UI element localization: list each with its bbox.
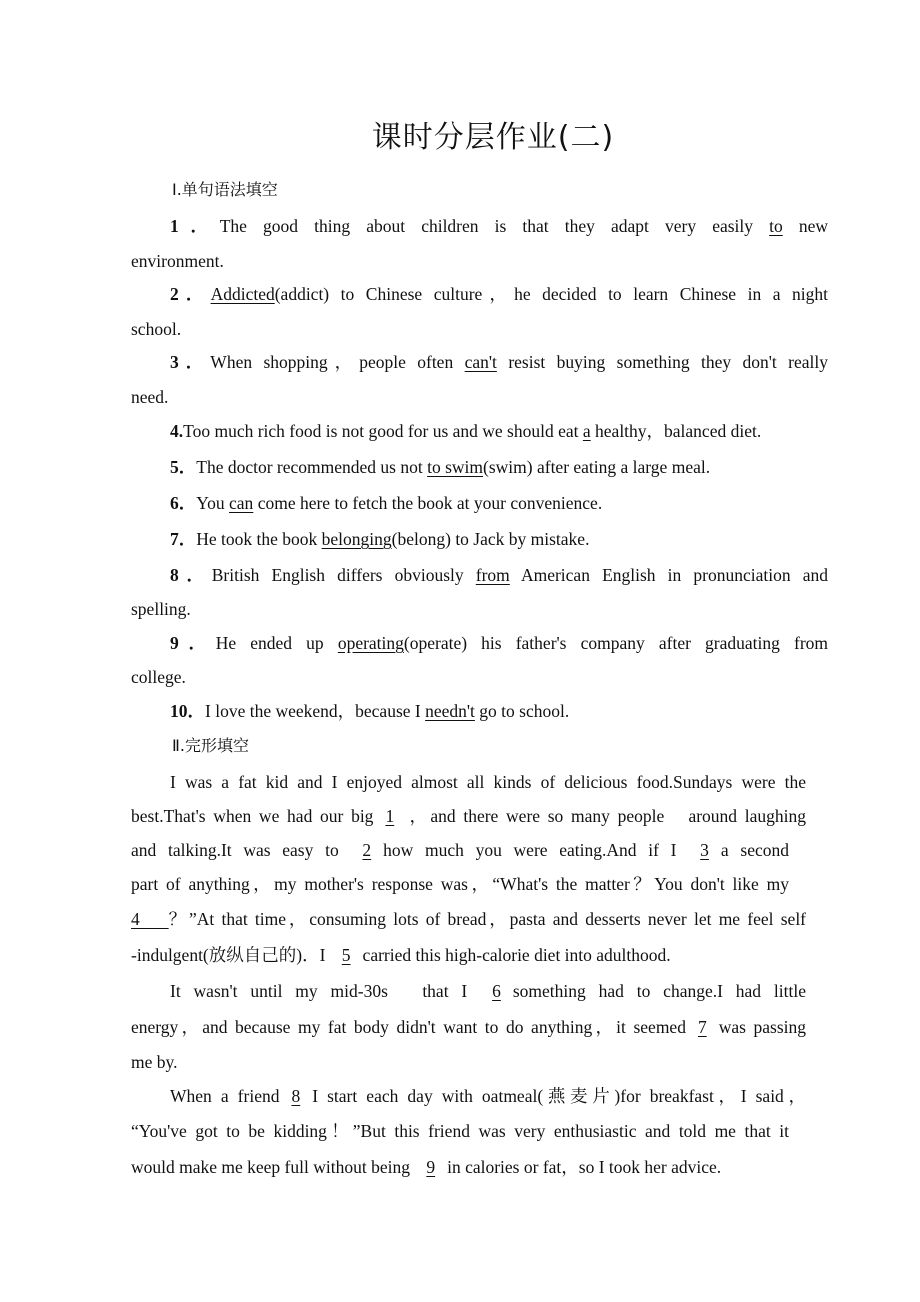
text-span: in calories or fat，so I took her advice. [447, 1157, 722, 1177]
text-span: new [782, 216, 829, 236]
text-span: part of anything，my mother's response was，“What's the matter？You don't like my [131, 874, 789, 894]
item-number: 4. [170, 421, 184, 441]
section-heading [172, 178, 278, 202]
text-span: ，and there were so many people around laughing [406, 806, 806, 826]
text-span: and talking.It was easy to [131, 840, 351, 860]
text-span: Ⅰ.单句语法填空 [172, 180, 278, 199]
item-number: 3． [170, 352, 211, 372]
text-line [131, 1050, 178, 1074]
text-line [170, 1084, 806, 1108]
cloze-blank: 8 [291, 1086, 301, 1106]
item-number: 5． [170, 457, 197, 477]
text-span: “You've got to be kidding！”But this friend was very enthusiastic and told me that it [131, 1121, 789, 1141]
text-span: energy，and because my fat body didn't want to do anything，it seemed [131, 1017, 686, 1037]
text-span: something had to change.I had little [512, 981, 806, 1001]
answer-text: operating [337, 633, 404, 653]
item-number: 1． [170, 216, 220, 236]
text-line [131, 1119, 789, 1143]
text-span: (addict) to Chinese culture，he decided to learn Chinese in a night [274, 284, 829, 304]
text-line [170, 979, 806, 1003]
text-span: I love the weekend，because I [205, 701, 426, 721]
text-line [131, 872, 789, 896]
text-line [170, 214, 828, 238]
text-span: British English differs obviously [211, 565, 476, 585]
text-span: environment. [131, 251, 224, 271]
text-span: You [196, 493, 230, 513]
cloze-blank: 6 [492, 981, 501, 1001]
text-span: American English in pronunciation and [509, 565, 828, 585]
text-span: When a friend [170, 1086, 280, 1106]
answer-text: can't [464, 352, 497, 372]
text-line [170, 455, 710, 479]
text-span: need. [131, 387, 169, 407]
answer-text: needn't [425, 701, 475, 721]
page-title: 课时分层作业(二) [371, 120, 615, 155]
text-line [131, 838, 789, 862]
text-span: college. [131, 667, 186, 687]
cloze-blank: 1 [385, 806, 395, 826]
text-span: He ended up [215, 633, 338, 653]
text-span: I was a fat kid and I enjoyed almost all kinds of delicious food.Sundays were the [170, 772, 806, 792]
text-span: Ⅱ.完形填空 [172, 736, 249, 755]
item-number: 2． [170, 284, 211, 304]
text-span: how much you were eating.And if I [383, 840, 689, 860]
text-line [170, 563, 828, 587]
cloze-blank: 9 [426, 1157, 436, 1177]
answer-text: a [582, 421, 591, 441]
text-line [131, 804, 806, 828]
text-line [170, 527, 589, 551]
text-span: resist buying something they don't really [496, 352, 829, 372]
cloze-blank: 7 [697, 1017, 707, 1037]
text-line [131, 249, 224, 273]
item-number: 7． [170, 529, 197, 549]
text-span: -indulgent(放纵自己的)．I [131, 945, 330, 965]
item-number: 8． [170, 565, 212, 585]
text-span: come here to fetch the book at your convenience. [253, 493, 603, 513]
text-line [131, 665, 186, 689]
text-span: (belong) to Jack by mistake. [391, 529, 590, 549]
answer-text: 4 [131, 909, 169, 929]
text-line [170, 419, 761, 443]
text-span: a second [720, 840, 789, 860]
text-span: go to school. [474, 701, 570, 721]
section-heading [172, 734, 249, 758]
item-number: 10． [170, 701, 205, 721]
answer-text: can [229, 493, 254, 513]
text-line [170, 631, 828, 655]
text-span: (swim) after eating a large meal. [483, 457, 711, 477]
item-number: 9． [170, 633, 216, 653]
text-line [170, 491, 602, 515]
text-line [131, 317, 181, 341]
text-line [170, 699, 569, 723]
text-span: (operate) his father's company after graduating from [403, 633, 829, 653]
answer-text: from [475, 565, 510, 585]
text-line [131, 597, 191, 621]
text-span: best.That's when we had our big [131, 806, 374, 826]
text-line [170, 282, 828, 306]
text-span: would make me keep full without being [131, 1157, 415, 1177]
answer-text: to swim [427, 457, 484, 477]
text-span: ？”At that time，consuming lots of bread，pasta and desserts never let me feel self [168, 909, 807, 929]
text-line [131, 1015, 806, 1039]
text-span: When shopping，people often [210, 352, 465, 372]
text-span: me by. [131, 1052, 178, 1072]
answer-text: belonging [321, 529, 392, 549]
text-line [131, 385, 168, 409]
text-span: It wasn't until my mid-30s that I [170, 981, 481, 1001]
text-span: school. [131, 319, 182, 339]
text-line [170, 770, 806, 794]
text-span: healthy，balanced diet. [590, 421, 762, 441]
answer-text: to [769, 216, 783, 236]
text-span: carried this high-calorie diet into adulthood. [362, 945, 671, 965]
text-line [170, 350, 828, 374]
text-line [131, 1155, 721, 1179]
text-span: I start each day with oatmeal(燕麦片)for breakfast，I said， [312, 1086, 806, 1106]
text-span: spelling. [131, 599, 191, 619]
cloze-blank: 3 [700, 840, 709, 860]
item-number: 6． [170, 493, 197, 513]
answer-text: Addicted [210, 284, 275, 304]
cloze-blank: 5 [341, 945, 351, 965]
cloze-blank: 2 [362, 840, 372, 860]
text-line [131, 943, 671, 967]
text-span: The good thing about children is that they adapt very easily [219, 216, 770, 236]
text-span: was passing [718, 1017, 806, 1037]
text-span: Too much rich food is not good for us and we should eat [183, 421, 583, 441]
text-span: He took the book [196, 529, 322, 549]
text-span: The doctor recommended us not [196, 457, 428, 477]
text-line [131, 907, 806, 931]
